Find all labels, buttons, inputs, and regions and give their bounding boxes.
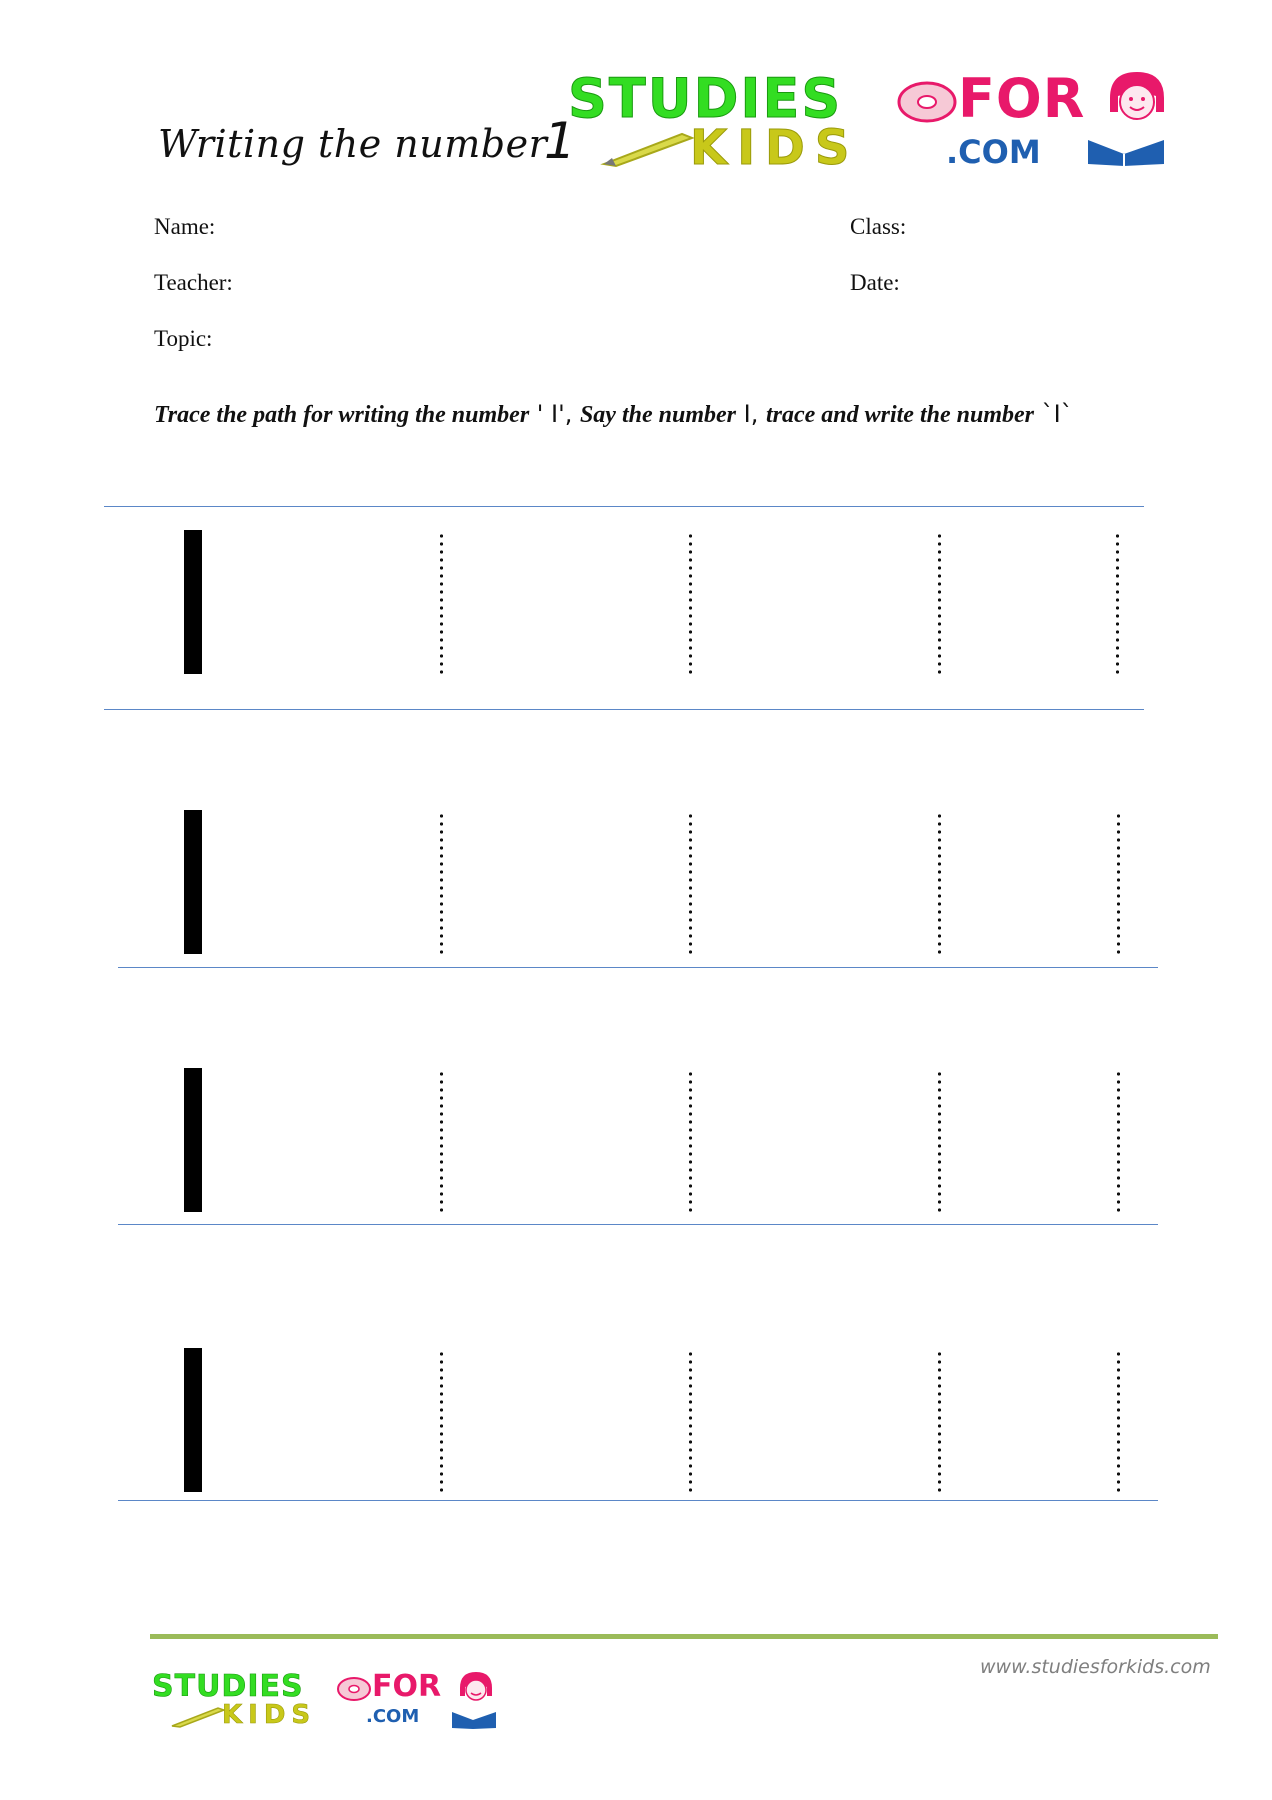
logo-com-text: .COM (946, 133, 1041, 171)
logo-kids-text: KIDS (222, 1700, 317, 1730)
book-icon (450, 1708, 498, 1730)
donut-icon (896, 76, 958, 124)
solid-number-one (184, 1348, 202, 1492)
trace-number-one (440, 532, 443, 676)
logo-for-text: FOR (958, 67, 1086, 130)
pencil-icon (600, 128, 700, 168)
instruction-part-3: trace and write the number (765, 402, 1034, 428)
trace-number-one (689, 1350, 692, 1494)
trace-number-one (440, 812, 443, 956)
title-number: 1 (544, 112, 576, 170)
trace-number-one (689, 532, 692, 676)
trace-number-one (1116, 532, 1119, 676)
row-1-top-rule (104, 506, 1144, 507)
trace-number-one (938, 1070, 941, 1214)
website-url[interactable]: www.studiesforkids.com (980, 1656, 1211, 1678)
instruction-text (154, 400, 1073, 429)
girl-face-icon (456, 1670, 496, 1706)
trace-number-one (440, 1350, 443, 1494)
teacher-label: Teacher: (154, 270, 233, 295)
logo-kids-text: KIDS (690, 120, 860, 176)
class-label: Class: (850, 214, 907, 239)
date-label: Date: (850, 270, 900, 295)
worksheet-title: Writing the number (158, 122, 548, 166)
topic-label: Topic: (154, 326, 213, 351)
instruction-part-1: Trace the path for writing the number (154, 402, 530, 428)
row-2-bottom-rule (118, 967, 1158, 968)
trace-number-one (938, 812, 941, 956)
footer-logo (150, 1670, 520, 1736)
row-3-bottom-rule (118, 1224, 1158, 1225)
trace-number-one (938, 1350, 941, 1494)
solid-number-one (184, 530, 202, 674)
trace-number-one (938, 532, 941, 676)
logo-for-text: FOR (372, 1669, 442, 1704)
logo-studies-text: STUDIES (152, 1669, 304, 1704)
instruction-part-2: Say the number (579, 402, 736, 428)
girl-face-icon (1104, 68, 1170, 130)
trace-number-one (440, 1070, 443, 1214)
row-1-bottom-rule (104, 709, 1144, 710)
trace-number-one (1117, 1350, 1120, 1494)
instruction-glyph-1: ' I', (529, 400, 580, 428)
donut-icon (336, 1674, 372, 1702)
logo-com-text: .COM (366, 1706, 420, 1727)
trace-number-one (1117, 1070, 1120, 1214)
footer-divider (150, 1634, 1218, 1639)
row-4-bottom-rule (118, 1500, 1158, 1501)
studies-for-kids-logo (566, 68, 1186, 178)
name-label: Name: (154, 214, 216, 239)
instruction-glyph-2: I, (735, 400, 766, 428)
logo-studies-text: STUDIES (568, 67, 843, 130)
trace-number-one (689, 1070, 692, 1214)
solid-number-one (184, 810, 202, 954)
pencil-icon (170, 1704, 228, 1728)
trace-number-one (1117, 812, 1120, 956)
instruction-glyph-3: `I` (1033, 400, 1073, 428)
solid-number-one (184, 1068, 202, 1212)
trace-number-one (689, 812, 692, 956)
book-icon (1086, 134, 1166, 168)
